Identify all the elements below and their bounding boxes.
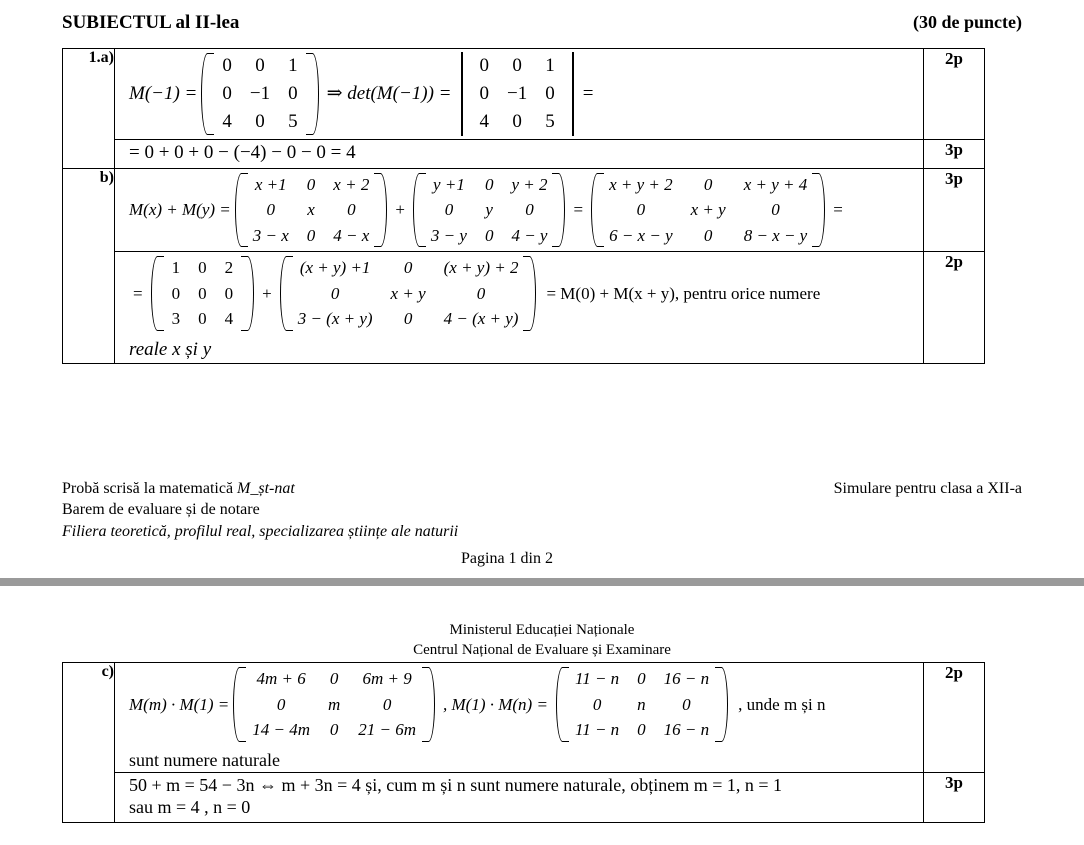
- matrix-M1-Mn: [554, 665, 730, 744]
- matrix-cell: 0: [222, 82, 232, 104]
- paren-left: [233, 171, 242, 250]
- equals-lead: =: [133, 283, 143, 303]
- expr-tail: , unde m și n: [738, 694, 826, 714]
- grading-table-page1: [62, 48, 985, 364]
- matrix-Mx: [233, 171, 390, 250]
- table-row: [63, 663, 985, 773]
- matrix-cell: 0: [171, 283, 181, 303]
- expr-suffix: =: [582, 82, 594, 104]
- matrix-cell: x + y: [690, 200, 726, 220]
- paren-right: [529, 254, 538, 333]
- matrix-cell: 0: [329, 720, 339, 740]
- row-work-cell: [115, 663, 924, 773]
- matrix-cell: 0: [545, 82, 555, 104]
- matrix-cells: [242, 171, 381, 250]
- matrix-cells: [563, 665, 721, 744]
- matrix-cell: 4 − y: [511, 225, 548, 245]
- det-bar-right: [572, 52, 574, 136]
- points-cell: 2p: [924, 49, 985, 140]
- step-work: [115, 663, 923, 772]
- footer-filiera-line: Filiera teoretică, profilul real, specializarea științe ale naturii: [62, 522, 459, 540]
- matrix-cell: 0: [403, 258, 413, 278]
- paren-left: [199, 51, 208, 137]
- paren-right: [312, 51, 321, 137]
- step-work: [115, 252, 923, 362]
- matrix-cell: 4: [479, 110, 490, 132]
- matrix-cell: 0: [266, 200, 276, 220]
- matrix-cell: 1: [288, 55, 298, 76]
- matrix-cell: 8 − x − y: [743, 225, 808, 245]
- math-expression: [129, 51, 913, 137]
- page1-footer: [62, 478, 1022, 569]
- matrix-cell: 0: [276, 694, 286, 714]
- matrix-cell: 0: [222, 55, 232, 76]
- expr-prefix: M(m) · M(1) =: [129, 694, 230, 714]
- points-cell: 3p: [924, 773, 985, 823]
- page-separator: [0, 578, 1084, 586]
- matrix-cell: 5: [545, 110, 555, 132]
- matrix-cell: 0: [198, 283, 207, 303]
- expr-wrapline: sunt numere naturale: [129, 749, 280, 770]
- document-header: [62, 12, 1022, 34]
- matrix-cell: y + 2: [511, 174, 548, 194]
- matrix-cell: 0: [484, 225, 494, 245]
- math-continuation: [129, 744, 913, 771]
- matrix-cell: x + 2: [333, 174, 370, 194]
- matrix-cells: [598, 171, 818, 250]
- page-number: Pagina 1 din 2: [461, 549, 553, 567]
- matrix-cell: 0: [703, 174, 713, 194]
- matrix-cell: 21 − 6m: [358, 720, 416, 740]
- plus-operator: +: [262, 283, 272, 303]
- det-operator: ⇒ det(M(−1)) =: [326, 82, 452, 104]
- matrix-cell: 0: [637, 669, 646, 688]
- matrix-cell: 0: [682, 694, 691, 714]
- matrix-cell: 0: [703, 225, 713, 245]
- matrix-cell: 0: [403, 309, 413, 329]
- paren-right: [380, 171, 389, 250]
- matrix-cell: 0: [306, 225, 316, 245]
- math-expression: [129, 665, 913, 744]
- matrix-cell: x + y + 4: [743, 174, 808, 194]
- table-row: [63, 139, 985, 168]
- expr-mid: , M(1) · M(n) =: [443, 694, 548, 714]
- matrix-cell: x +1: [254, 174, 287, 194]
- matrix-cell: 0: [479, 55, 490, 76]
- matrix-cell: 16 − n: [663, 720, 710, 740]
- points-cell: 2p: [924, 663, 985, 773]
- step-line-2: sau m = 4 , n = 0: [129, 797, 251, 818]
- matrix-cell: 3 − y: [430, 225, 467, 245]
- footer-barem-line: Barem de evaluare și de notare: [62, 501, 260, 519]
- matrix-cell: 3 − x: [252, 225, 289, 245]
- footer-exam-line: [62, 478, 295, 499]
- expr-prefix: M(−1) =: [129, 82, 198, 104]
- paren-right: [721, 665, 730, 744]
- step-line: = 0 + 0 + 0 − (−4) − 0 − 0 = 4: [129, 141, 356, 163]
- expr-suffix: =: [833, 200, 843, 220]
- page-title: SUBIECTUL al II-lea: [62, 12, 240, 33]
- footer-exam-code: M_șt-nat: [237, 480, 295, 497]
- matrix-cell: 1: [171, 258, 181, 278]
- matrix-cell: 16 − n: [663, 669, 710, 688]
- matrix-cell: (x + y) +1: [299, 258, 371, 278]
- matrix-cells: [208, 51, 311, 137]
- matrix-cell: 0: [288, 82, 298, 104]
- matrix-M0: [149, 254, 257, 333]
- row-work-cell: [115, 49, 924, 140]
- matrix-cell: 0: [636, 200, 646, 220]
- expr-prefix: M(x) + M(y) =: [129, 200, 231, 220]
- row-work-cell: [115, 139, 924, 168]
- matrix-cell: 0: [479, 82, 490, 104]
- page2-header: [0, 620, 1084, 661]
- matrix-cell: 1: [545, 55, 555, 76]
- paren-right: [558, 171, 567, 250]
- matrix-Mxy: [278, 254, 539, 333]
- matrix-cell: 0: [512, 110, 522, 132]
- table-row: [63, 168, 985, 252]
- step-work: [115, 169, 923, 252]
- matrix-cell: 0: [476, 283, 486, 303]
- paren-right: [428, 665, 437, 744]
- matrix-cells: [420, 171, 559, 250]
- matrix-Mm-M1: [231, 665, 437, 744]
- paren-right: [818, 171, 827, 250]
- matrix-My: [411, 171, 568, 250]
- matrix-cell: 11 − n: [574, 720, 620, 740]
- points-cell: 3p: [924, 168, 985, 252]
- det-bar-left: [461, 52, 463, 136]
- matrix-cell: 3 − (x + y): [297, 309, 373, 329]
- expr-wrapline: reale x și y: [129, 338, 212, 360]
- points-cell: 2p: [924, 252, 985, 363]
- matrix-cell: (x + y) + 2: [443, 258, 519, 278]
- matrix-cells: [466, 51, 569, 137]
- matrix-cell: 6m + 9: [362, 669, 412, 688]
- matrix-cell: 6 − x − y: [609, 225, 673, 245]
- matrix-cell: 0: [637, 720, 646, 740]
- matrix-cell: x + y: [390, 283, 426, 303]
- matrix-cells: [240, 665, 428, 744]
- matrix-M-minus-1: [199, 51, 320, 137]
- matrix-cell: 4 − x: [333, 225, 370, 245]
- matrix-cell: 0: [771, 200, 780, 220]
- matrix-cell: 0: [306, 174, 316, 194]
- matrix-cell: n: [637, 694, 646, 714]
- center-line: Centrul Național de Evaluare și Examinare: [413, 642, 671, 659]
- matrix-cell: 0: [592, 694, 602, 714]
- row-item-label: c): [63, 663, 115, 823]
- matrix-cell: 0: [224, 283, 234, 303]
- matrix-cell: −1: [249, 82, 271, 104]
- math-expression: [129, 171, 913, 250]
- matrix-cell: 0: [255, 110, 265, 132]
- paren-left: [231, 665, 240, 744]
- table-row: [63, 252, 985, 363]
- matrix-cell: 5: [288, 110, 298, 132]
- matrix-cell: 11 − n: [574, 669, 620, 688]
- row-work-cell: [115, 252, 924, 363]
- paren-left: [149, 254, 158, 333]
- header-points: (30 de puncte): [913, 12, 1022, 32]
- matrix-cell: 4: [222, 110, 232, 132]
- matrix-cell: m: [327, 694, 341, 714]
- matrix-cell: 0: [444, 200, 454, 220]
- matrix-cell: 2: [224, 258, 234, 278]
- row-work-cell: [115, 773, 924, 823]
- matrix-cell: 0: [255, 55, 265, 76]
- matrix-sum-result: [589, 171, 827, 250]
- matrix-cell: 0: [484, 174, 494, 194]
- paren-left: [278, 254, 287, 333]
- row-work-cell: [115, 168, 924, 252]
- points-cell: 3p: [924, 139, 985, 168]
- paren-left: [554, 665, 563, 744]
- step-line-1: 50 + m = 54 − 3n ⇔ m + 3n = 4 și, cum m și n sunt numere naturale, obținem m = 1, n = 1: [129, 775, 783, 796]
- matrix-cell: 0: [525, 200, 534, 220]
- matrix-cell: 0: [382, 694, 392, 714]
- matrix-cell: −1: [507, 82, 528, 104]
- matrix-cell: y: [485, 200, 493, 220]
- matrix-cell: 4: [224, 309, 234, 329]
- matrix-cell: 4m + 6: [256, 669, 306, 688]
- paren-left: [589, 171, 598, 250]
- grading-table-page2: [62, 662, 985, 823]
- matrix-cell: x: [307, 200, 315, 220]
- matrix-cell: 0: [198, 258, 207, 278]
- paren-left: [411, 171, 420, 250]
- footer-simulation-label: Simulare pentru clasa a XII-a: [833, 480, 1022, 497]
- matrix-cell: 0: [512, 55, 522, 76]
- table-row: [63, 773, 985, 823]
- matrix-cells: [287, 254, 530, 333]
- matrix-cell: 3: [171, 309, 181, 329]
- row-item-label: 1.a): [63, 49, 115, 169]
- plus-operator: +: [395, 200, 405, 220]
- paren-right: [247, 254, 256, 333]
- expr-tail: = M(0) + M(x + y), pentru orice numere: [546, 283, 821, 303]
- matrix-cell: 0: [329, 669, 339, 688]
- equals-operator: =: [573, 200, 584, 220]
- table-row: [63, 49, 985, 140]
- matrix-cell: 0: [330, 283, 340, 303]
- matrix-cell: 4 − (x + y): [443, 309, 519, 329]
- math-expression: [129, 254, 913, 333]
- ministry-line: Ministerul Educației Naționale: [449, 622, 635, 638]
- matrix-cell: x + y + 2: [609, 174, 673, 194]
- footer-exam-label: Probă scrisă la matematică: [62, 480, 238, 497]
- step-work: [115, 49, 923, 139]
- footer-row-top: [62, 478, 1022, 499]
- matrix-cell: 0: [198, 309, 207, 329]
- matrix-cell: y +1: [433, 174, 465, 194]
- determinant-M-minus-1: [458, 51, 577, 137]
- matrix-cell: 14 − 4m: [252, 720, 310, 740]
- math-continuation: [129, 333, 913, 361]
- row-item-label: b): [63, 168, 115, 363]
- matrix-cells: [158, 254, 248, 333]
- matrix-cell: 0: [347, 200, 356, 220]
